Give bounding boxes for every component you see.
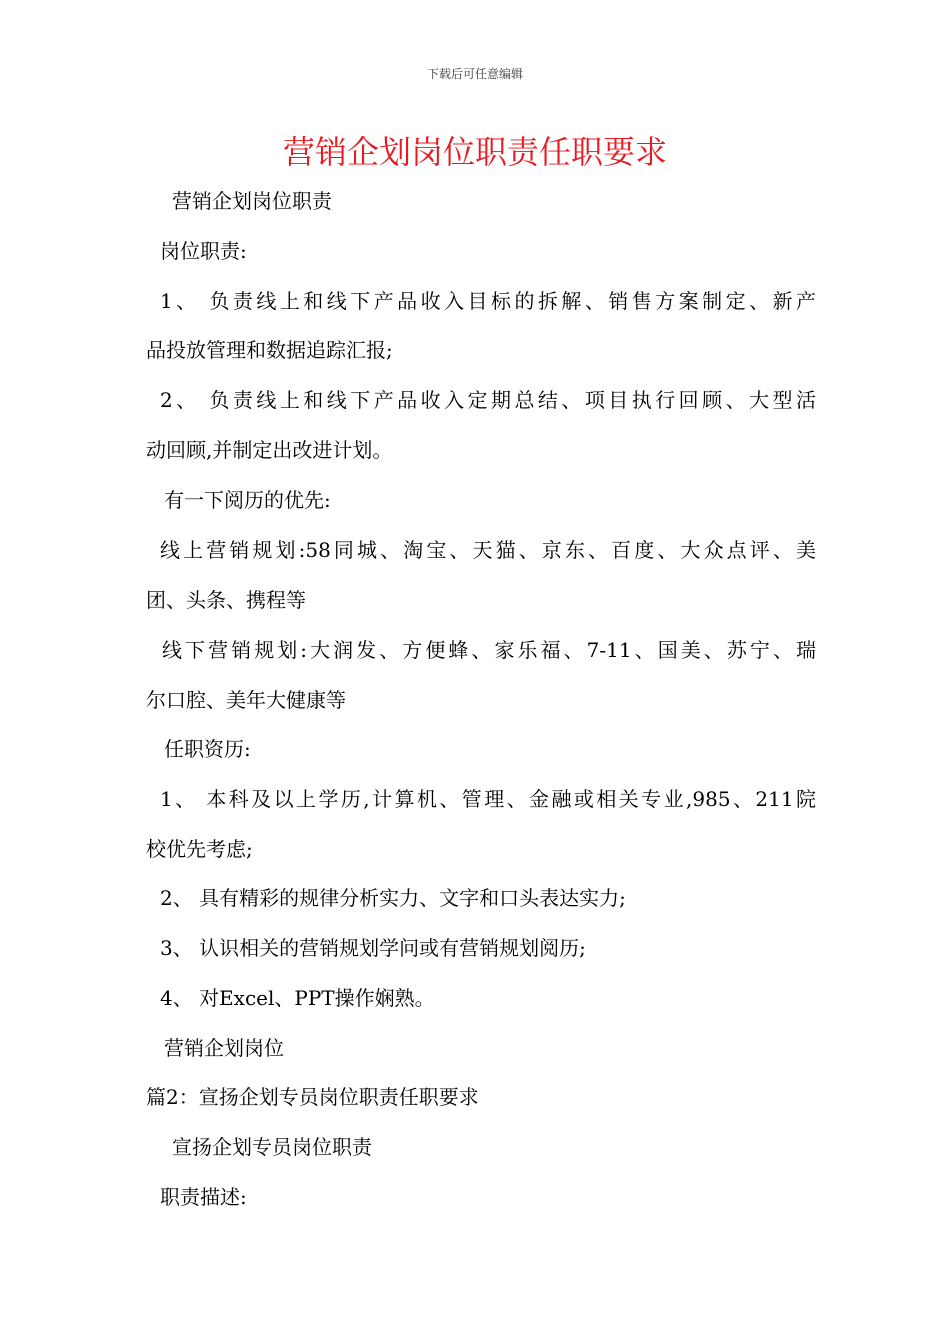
duty-item-1-cont: 品投放管理和数据追踪汇报; (146, 338, 393, 362)
subheading-promo-duties: 宣扬企划专员岗位职责 (172, 1135, 372, 1159)
duty-item-2: 2、 负责线上和线下产品收入定期总结、项目执行回顾、大型活 (160, 388, 816, 412)
offline-marketing-cont: 尔口腔、美年大健康等 (146, 688, 346, 712)
qualification-item-4: 4、 对Excel、PPT操作娴熟。 (160, 986, 435, 1010)
document-title: 营销企划岗位职责任职要求 (282, 133, 667, 171)
online-marketing-line: 线上营销规划:58同城、淘宝、天猫、京东、百度、大众点评、美 (160, 538, 816, 562)
qualification-item-1: 1、 本科及以上学历,计算机、管理、金融或相关专业,985、211院 (160, 787, 816, 811)
subheading-job-duties: 营销企划岗位职责 (172, 189, 332, 213)
qualification-item-1-cont: 校优先考虑; (146, 837, 253, 861)
label-preferred-experience: 有一下阅历的优先: (164, 488, 331, 512)
section-footer: 营销企划岗位 (164, 1036, 284, 1060)
duty-item-1: 1、 负责线上和线下产品收入目标的拆解、销售方案制定、新产 (160, 289, 816, 313)
qualification-item-3: 3、 认识相关的营销规划学问或有营销规划阅历; (160, 936, 586, 960)
header-note: 下载后可任意编辑 (426, 67, 523, 81)
label-qualifications: 任职资历: (164, 737, 251, 761)
qualification-item-2: 2、 具有精彩的规律分析实力、文字和口头表达实力; (160, 886, 626, 910)
online-marketing-cont: 团、头条、携程等 (146, 588, 306, 612)
duty-item-2-cont: 动回顾,并制定出改进计划。 (146, 438, 393, 462)
article-2-heading: 篇2：宣扬企划专员岗位职责任职要求 (146, 1085, 479, 1109)
offline-marketing-line: 线下营销规划:大润发、方便蜂、家乐福、7-11、国美、苏宁、瑞 (162, 638, 816, 662)
label-job-description: 职责描述: (160, 1185, 247, 1209)
label-duties: 岗位职责: (160, 239, 247, 263)
